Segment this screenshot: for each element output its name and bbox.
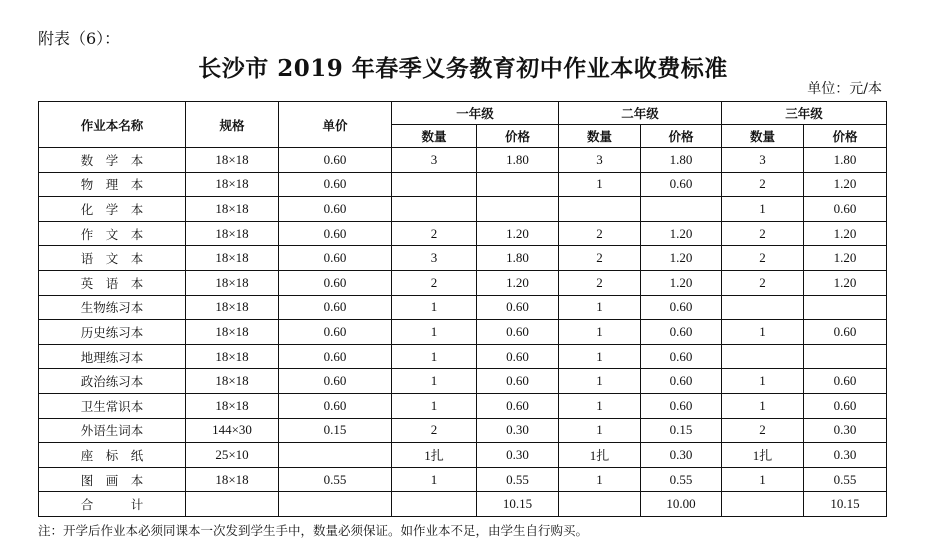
cell-g2-price: 0.60: [641, 369, 722, 394]
cell-g2-qty: 1: [559, 172, 641, 197]
footnote: 注：开学后作业本必须同课本一次发到学生手中，数量必须保证。如作业本不足，由学生自行购买。: [38, 523, 589, 538]
cell-g2-qty: 1: [559, 295, 641, 320]
cell-g3-qty: 2: [722, 221, 804, 246]
cell-spec: 18×18: [186, 221, 279, 246]
cell-g2-qty: 1: [559, 418, 641, 443]
table-row: [39, 197, 887, 222]
cell-spec: 18×18: [186, 295, 279, 320]
cell-g1-price: 0.60: [477, 344, 559, 369]
table-row: [39, 270, 887, 295]
cell-unit-price: 0.60: [279, 369, 392, 394]
cell-name: 合 计: [39, 492, 186, 517]
cell-g3-qty: 2: [722, 172, 804, 197]
cell-g3-price: 1.20: [804, 172, 887, 197]
cell-g1-qty: 1扎: [392, 443, 477, 468]
table-row: [39, 320, 887, 345]
cell-name: 生物练习本: [39, 295, 186, 320]
table-row: [39, 369, 887, 394]
cell-spec: 18×18: [186, 148, 279, 173]
cell-unit-price: 0.60: [279, 221, 392, 246]
header-grade-1: 一年级: [392, 102, 559, 125]
cell-spec: 18×18: [186, 467, 279, 492]
cell-g2-qty: 1扎: [559, 443, 641, 468]
cell-spec: 18×18: [186, 344, 279, 369]
cell-g1-price: [477, 197, 559, 222]
cell-g2-price: 0.15: [641, 418, 722, 443]
cell-g2-qty: 1: [559, 320, 641, 345]
cell-g1-qty: [392, 172, 477, 197]
cell-g1-price: 0.30: [477, 443, 559, 468]
table-row: [39, 148, 887, 173]
cell-g2-qty: [559, 492, 641, 517]
table-row: [39, 246, 887, 271]
cell-g3-qty: 2: [722, 246, 804, 271]
cell-spec: 18×18: [186, 270, 279, 295]
cell-name: 历史练习本: [39, 320, 186, 345]
table-body: [39, 148, 887, 517]
cell-g3-price: 0.60: [804, 393, 887, 418]
cell-g2-price: 0.60: [641, 172, 722, 197]
cell-g3-price: 1.20: [804, 270, 887, 295]
cell-name: 语 文 本: [39, 246, 186, 271]
cell-g3-price: 0.30: [804, 418, 887, 443]
cell-name: 卫生常识本: [39, 393, 186, 418]
header-name: 作业本名称: [39, 102, 186, 148]
cell-g3-price: 0.30: [804, 443, 887, 468]
cell-unit-price: 0.60: [279, 344, 392, 369]
cell-g2-price: 0.55: [641, 467, 722, 492]
cell-g3-qty: 1: [722, 393, 804, 418]
cell-g2-price: 0.60: [641, 295, 722, 320]
cell-unit-price: 0.60: [279, 393, 392, 418]
cell-unit-price: 0.60: [279, 320, 392, 345]
unit-label: 单位：元/本: [807, 81, 882, 97]
cell-g3-qty: [722, 295, 804, 320]
cell-g1-price: 1.20: [477, 270, 559, 295]
cell-g3-price: [804, 344, 887, 369]
cell-g3-qty: 1: [722, 320, 804, 345]
cell-g1-price: 0.60: [477, 320, 559, 345]
cell-g3-price: 0.55: [804, 467, 887, 492]
cell-g1-price: [477, 172, 559, 197]
header-qty: 数量: [392, 125, 477, 148]
cell-g3-qty: 1扎: [722, 443, 804, 468]
cell-g2-qty: 1: [559, 467, 641, 492]
cell-g3-price: 10.15: [804, 492, 887, 517]
cell-g2-price: 1.20: [641, 221, 722, 246]
cell-spec: 144×30: [186, 418, 279, 443]
cell-g2-price: 1.80: [641, 148, 722, 173]
cell-g3-qty: 3: [722, 148, 804, 173]
cell-name: 政治练习本: [39, 369, 186, 394]
cell-unit-price: 0.60: [279, 172, 392, 197]
header-price: 价格: [804, 125, 887, 148]
cell-g1-price: 0.60: [477, 393, 559, 418]
header-grade-2: 二年级: [559, 102, 722, 125]
cell-unit-price: 0.60: [279, 270, 392, 295]
cell-g2-qty: 3: [559, 148, 641, 173]
table-row: [39, 295, 887, 320]
cell-g1-qty: [392, 197, 477, 222]
cell-name: 化 学 本: [39, 197, 186, 222]
cell-unit-price: [279, 492, 392, 517]
cell-name: 座 标 纸: [39, 443, 186, 468]
cell-g2-price: [641, 197, 722, 222]
cell-g3-qty: 1: [722, 197, 804, 222]
table-row: [39, 492, 887, 517]
header-unit-price: 单价: [279, 102, 392, 148]
page-title: 长沙市 2019 年春季义务教育初中作业本收费标准: [198, 55, 728, 82]
table-row: [39, 467, 887, 492]
cell-name: 图 画 本: [39, 467, 186, 492]
cell-g2-price: 0.60: [641, 320, 722, 345]
cell-unit-price: 0.60: [279, 295, 392, 320]
cell-g3-qty: 2: [722, 270, 804, 295]
cell-spec: 18×18: [186, 246, 279, 271]
table-row: [39, 443, 887, 468]
cell-g1-price: 10.15: [477, 492, 559, 517]
cell-g2-price: 0.60: [641, 344, 722, 369]
cell-g3-price: 0.60: [804, 197, 887, 222]
cell-g2-price: 0.30: [641, 443, 722, 468]
cell-unit-price: 0.55: [279, 467, 392, 492]
cell-g3-price: 0.60: [804, 369, 887, 394]
cell-g2-qty: 1: [559, 344, 641, 369]
table-row: [39, 344, 887, 369]
header-price: 价格: [641, 125, 722, 148]
cell-g3-price: 1.20: [804, 221, 887, 246]
cell-g3-qty: 1: [722, 369, 804, 394]
cell-g2-price: 1.20: [641, 270, 722, 295]
cell-g2-qty: [559, 197, 641, 222]
header-grade-3: 三年级: [722, 102, 887, 125]
cell-g2-price: 1.20: [641, 246, 722, 271]
cell-g3-price: 1.20: [804, 246, 887, 271]
cell-unit-price: 0.60: [279, 246, 392, 271]
cell-g3-qty: [722, 344, 804, 369]
cell-g3-qty: 1: [722, 467, 804, 492]
cell-name: 数 学 本: [39, 148, 186, 173]
cell-g1-price: 1.80: [477, 246, 559, 271]
cell-g2-qty: 1: [559, 393, 641, 418]
cell-g1-qty: 2: [392, 270, 477, 295]
cell-g1-qty: 1: [392, 467, 477, 492]
cell-g3-price: 0.60: [804, 320, 887, 345]
cell-g3-price: 1.80: [804, 148, 887, 173]
cell-name: 地理练习本: [39, 344, 186, 369]
cell-name: 外语生词本: [39, 418, 186, 443]
cell-name: 物 理 本: [39, 172, 186, 197]
cell-g1-qty: 1: [392, 320, 477, 345]
cell-g2-price: 10.00: [641, 492, 722, 517]
header-price: 价格: [477, 125, 559, 148]
cell-unit-price: 0.60: [279, 148, 392, 173]
cell-spec: 25×10: [186, 443, 279, 468]
cell-spec: 18×18: [186, 320, 279, 345]
cell-spec: 18×18: [186, 369, 279, 394]
cell-g1-qty: 1: [392, 369, 477, 394]
cell-g1-qty: 1: [392, 344, 477, 369]
cell-g1-qty: 2: [392, 221, 477, 246]
cell-g1-qty: 2: [392, 418, 477, 443]
fee-table: [38, 101, 887, 517]
cell-unit-price: 0.60: [279, 197, 392, 222]
appendix-label: 附表（6）：: [38, 29, 121, 48]
cell-unit-price: 0.15: [279, 418, 392, 443]
cell-name: 作 文 本: [39, 221, 186, 246]
cell-spec: 18×18: [186, 393, 279, 418]
cell-g1-price: 0.60: [477, 369, 559, 394]
cell-name: 英 语 本: [39, 270, 186, 295]
cell-spec: 18×18: [186, 172, 279, 197]
cell-g1-qty: 3: [392, 246, 477, 271]
cell-g2-qty: 1: [559, 369, 641, 394]
cell-spec: 18×18: [186, 197, 279, 222]
cell-g2-qty: 2: [559, 221, 641, 246]
cell-g1-price: 0.60: [477, 295, 559, 320]
cell-unit-price: [279, 443, 392, 468]
cell-g2-price: 0.60: [641, 393, 722, 418]
header-spec: 规格: [186, 102, 279, 148]
cell-g1-qty: 3: [392, 148, 477, 173]
cell-g3-qty: [722, 492, 804, 517]
cell-g1-price: 0.30: [477, 418, 559, 443]
table-row: [39, 393, 887, 418]
cell-g3-qty: 2: [722, 418, 804, 443]
table-row: [39, 221, 887, 246]
header-qty: 数量: [722, 125, 804, 148]
cell-g1-price: 0.55: [477, 467, 559, 492]
cell-g1-price: 1.20: [477, 221, 559, 246]
cell-g1-price: 1.80: [477, 148, 559, 173]
cell-g1-qty: 1: [392, 393, 477, 418]
cell-g3-price: [804, 295, 887, 320]
header-qty: 数量: [559, 125, 641, 148]
cell-g2-qty: 2: [559, 246, 641, 271]
cell-spec: [186, 492, 279, 517]
cell-g1-qty: [392, 492, 477, 517]
cell-g2-qty: 2: [559, 270, 641, 295]
table-row: [39, 418, 887, 443]
cell-g1-qty: 1: [392, 295, 477, 320]
table-row: [39, 172, 887, 197]
